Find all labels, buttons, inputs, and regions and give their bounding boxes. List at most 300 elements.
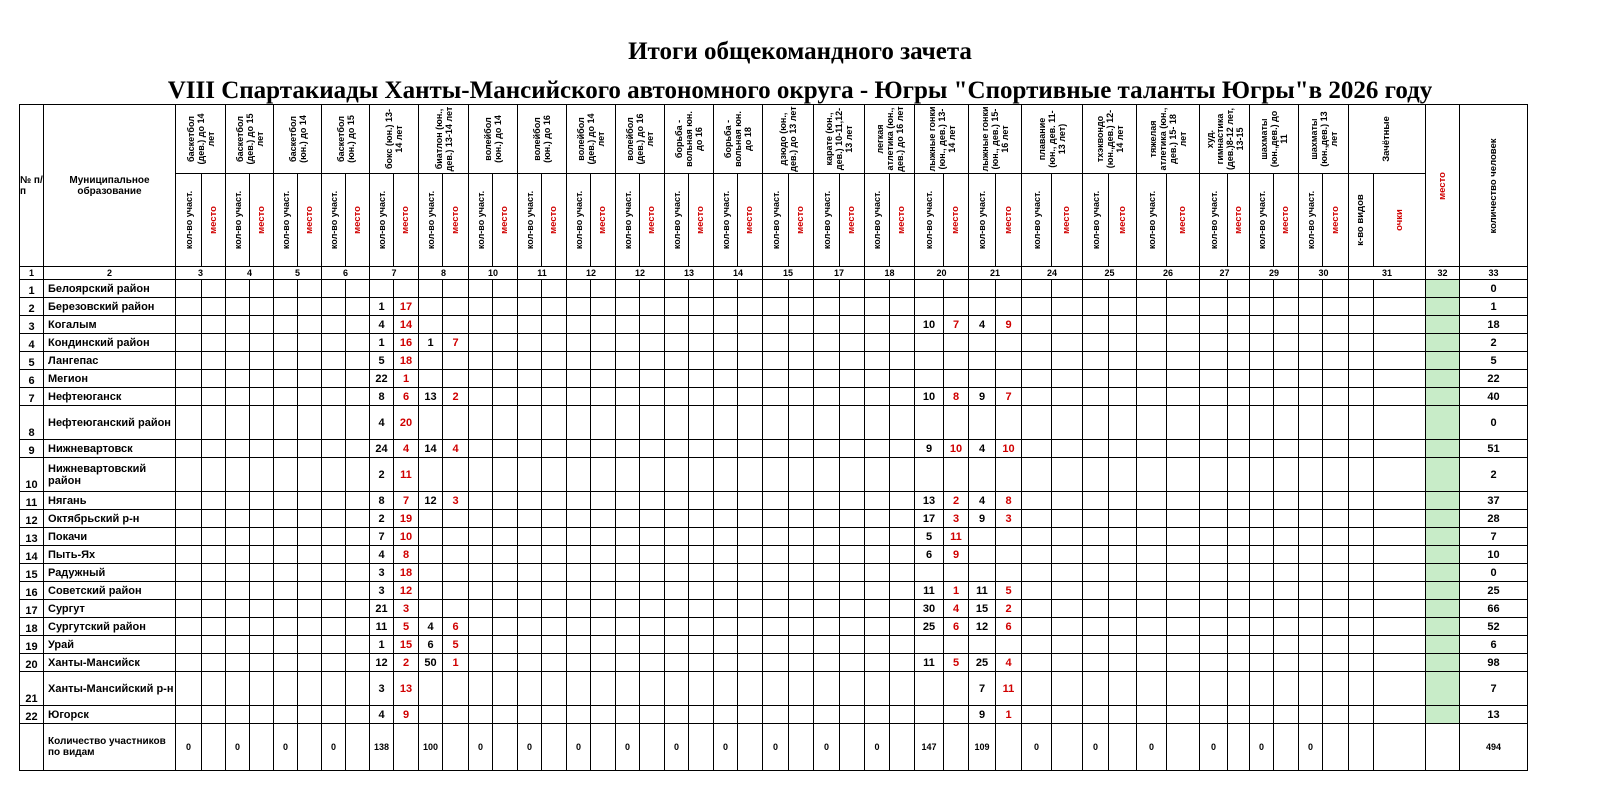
place-cell: 11 <box>996 672 1022 706</box>
place-cell <box>1052 528 1083 546</box>
participants-cell <box>1299 546 1323 564</box>
place-cell <box>944 352 969 370</box>
column-number: 24 <box>1022 267 1083 280</box>
participants-cell: 14 <box>419 440 443 458</box>
participants-cell <box>469 636 493 654</box>
place-cell <box>1228 492 1250 510</box>
place-cell <box>1323 582 1349 600</box>
zachet-points-cell <box>1374 618 1426 636</box>
place-cell <box>1052 352 1083 370</box>
participants-cell <box>1137 370 1167 388</box>
place-cell: 16 <box>394 334 419 352</box>
participants-cell <box>567 458 591 492</box>
sub-count-header <box>915 174 944 267</box>
column-number: 21 <box>969 267 1022 280</box>
table-row <box>20 316 1528 334</box>
participants-cell <box>1083 352 1109 370</box>
place-cell <box>1228 636 1250 654</box>
participants-cell <box>419 458 443 492</box>
place-cell <box>1323 492 1349 510</box>
participants-cell: 1 <box>370 298 394 316</box>
participants-cell <box>616 510 640 528</box>
totals-place <box>1426 724 1460 771</box>
participants-cell <box>714 298 738 316</box>
participants-cell <box>763 636 789 654</box>
column-number: 8 <box>419 267 469 280</box>
people-count-cell: 2 <box>1460 334 1528 352</box>
totals-empty-cell <box>640 724 665 771</box>
place-cell <box>944 334 969 352</box>
place-cell <box>1323 316 1349 334</box>
participants-cell <box>274 370 298 388</box>
participants-cell <box>1299 406 1323 440</box>
participants-cell <box>1299 510 1323 528</box>
totals-empty-cell <box>346 724 370 771</box>
participants-cell <box>370 280 394 298</box>
participants-cell <box>1083 672 1109 706</box>
place-cell <box>689 370 714 388</box>
place-cell <box>542 618 567 636</box>
sub-count-header <box>419 174 443 267</box>
place-cell <box>1228 440 1250 458</box>
totals-zachet-kinds <box>1349 724 1374 771</box>
num-header: № п/п <box>20 105 44 267</box>
place-cell <box>542 706 567 724</box>
place-cell <box>789 370 814 388</box>
place-cell <box>738 280 763 298</box>
participants-cell <box>915 334 944 352</box>
place-cell <box>1109 334 1137 352</box>
place-cell <box>1274 706 1299 724</box>
row-index: 1 <box>20 280 44 298</box>
place-cell <box>840 510 865 528</box>
place-cell <box>1228 334 1250 352</box>
participants-cell <box>1083 636 1109 654</box>
participants-cell <box>763 510 789 528</box>
participants-cell <box>865 510 890 528</box>
participants-cell <box>714 582 738 600</box>
participants-cell: 50 <box>419 654 443 672</box>
participants-cell <box>714 672 738 706</box>
sub-place-header <box>591 174 616 267</box>
municipality-name: Октябрьский р-н <box>44 510 176 528</box>
place-cell <box>1052 600 1083 618</box>
place-cell <box>591 510 616 528</box>
overall-place-cell <box>1426 528 1460 546</box>
participants-cell <box>616 492 640 510</box>
participants-cell <box>274 298 298 316</box>
participants-cell <box>226 582 250 600</box>
participants-cell <box>518 582 542 600</box>
place-cell <box>1228 582 1250 600</box>
participants-cell <box>226 298 250 316</box>
place-cell <box>1109 600 1137 618</box>
participants-cell <box>1200 654 1228 672</box>
place-cell <box>542 582 567 600</box>
participants-cell <box>518 388 542 406</box>
participants-cell <box>1250 458 1274 492</box>
participants-cell <box>814 440 840 458</box>
place-cell <box>202 654 226 672</box>
sub-count-label: кол-во участ. <box>1031 190 1042 250</box>
table-row <box>20 618 1528 636</box>
zachet-points-cell <box>1374 654 1426 672</box>
participants-cell <box>616 458 640 492</box>
place-cell <box>640 388 665 406</box>
participants-cell <box>567 672 591 706</box>
zachet-points-label: очки <box>1393 209 1405 231</box>
place-cell <box>202 370 226 388</box>
participants-cell <box>518 654 542 672</box>
sub-count-label: кол-во участ. <box>524 190 535 250</box>
participants-cell <box>274 600 298 618</box>
zachet-kinds-cell <box>1349 654 1374 672</box>
zachet-points-cell <box>1374 510 1426 528</box>
participants-cell <box>763 582 789 600</box>
participants-cell <box>1250 334 1274 352</box>
participants-cell <box>969 280 996 298</box>
page-subtitle: VIII Спартакиады Ханты-Мансийского автономного округа - Югры "Спортивные таланты Югры"в 2026 году <box>167 77 1433 104</box>
participants-cell <box>469 298 493 316</box>
participants-cell <box>763 600 789 618</box>
place-cell <box>1323 618 1349 636</box>
participants-cell <box>1022 528 1052 546</box>
place-cell: 8 <box>996 492 1022 510</box>
participants-cell <box>763 458 789 492</box>
place-cell <box>738 352 763 370</box>
participants-cell <box>763 406 789 440</box>
municipality-name: Белоярский район <box>44 280 176 298</box>
place-cell <box>890 298 915 316</box>
participants-cell <box>518 546 542 564</box>
participants-cell <box>665 582 689 600</box>
place-cell <box>1274 458 1299 492</box>
participants-cell <box>1083 654 1109 672</box>
place-cell <box>738 316 763 334</box>
place-cell <box>250 582 274 600</box>
sub-place-header <box>944 174 969 267</box>
place-cell <box>689 600 714 618</box>
participants-cell <box>1250 636 1274 654</box>
place-cell <box>1167 528 1200 546</box>
place-cell <box>640 334 665 352</box>
participants-cell <box>1200 546 1228 564</box>
place-cell <box>789 316 814 334</box>
totals-empty-cell <box>944 724 969 771</box>
people-count-cell: 6 <box>1460 636 1528 654</box>
totals-participants-cell: 0 <box>322 724 346 771</box>
place-cell <box>1228 600 1250 618</box>
place-cell <box>493 600 518 618</box>
participants-cell <box>814 564 840 582</box>
place-cell <box>738 618 763 636</box>
place-cell <box>840 458 865 492</box>
row-index: 20 <box>20 654 44 672</box>
place-cell <box>840 440 865 458</box>
place-cell <box>689 618 714 636</box>
place-cell <box>640 492 665 510</box>
sport-label: биатлон (юн., дев.) 13-14 лет <box>433 106 454 172</box>
municipality-name: Советский район <box>44 582 176 600</box>
participants-cell <box>226 388 250 406</box>
participants-cell <box>226 564 250 582</box>
place-cell <box>840 280 865 298</box>
participants-cell <box>518 316 542 334</box>
participants-cell <box>1137 280 1167 298</box>
sport-header-1 <box>176 105 226 174</box>
place-cell <box>493 492 518 510</box>
participants-cell <box>518 352 542 370</box>
sport-label: лыжные гонки (юн., дев.) 15-16 лет <box>980 106 1010 172</box>
place-cell <box>542 600 567 618</box>
participants-cell <box>176 334 202 352</box>
place-cell <box>298 492 322 510</box>
place-cell <box>996 636 1022 654</box>
participants-cell <box>567 582 591 600</box>
sub-count-header <box>616 174 640 267</box>
municipality-name: Сургутский район <box>44 618 176 636</box>
participants-cell <box>616 636 640 654</box>
participants-cell <box>665 458 689 492</box>
overall-place-cell <box>1426 510 1460 528</box>
participants-cell <box>1083 316 1109 334</box>
place-cell <box>542 528 567 546</box>
people-count-cell: 28 <box>1460 510 1528 528</box>
participants-cell <box>1083 388 1109 406</box>
place-cell <box>738 706 763 724</box>
place-cell <box>443 406 469 440</box>
place-cell <box>298 298 322 316</box>
place-cell <box>944 706 969 724</box>
overall-place-cell <box>1426 298 1460 316</box>
participants-cell <box>865 316 890 334</box>
zachet-kinds-cell <box>1349 406 1374 440</box>
participants-cell <box>763 370 789 388</box>
participants-cell <box>176 600 202 618</box>
row-index: 6 <box>20 370 44 388</box>
place-cell <box>689 654 714 672</box>
place-cell <box>591 636 616 654</box>
participants-cell <box>1083 528 1109 546</box>
place-cell <box>1052 546 1083 564</box>
participants-cell <box>322 618 346 636</box>
place-cell <box>542 654 567 672</box>
page-title: Итоги общекомандного зачета <box>628 38 972 65</box>
place-cell: 6 <box>996 618 1022 636</box>
place-cell <box>738 600 763 618</box>
participants-cell <box>322 546 346 564</box>
participants-cell <box>1022 458 1052 492</box>
place-cell <box>542 458 567 492</box>
participants-cell <box>1299 636 1323 654</box>
place-cell <box>493 546 518 564</box>
participants-cell <box>814 546 840 564</box>
participants-cell <box>1200 440 1228 458</box>
place-cell <box>1052 654 1083 672</box>
totals-empty-cell <box>542 724 567 771</box>
place-cell <box>250 280 274 298</box>
place-cell <box>1228 510 1250 528</box>
table-row <box>20 600 1528 618</box>
sub-place-header <box>738 174 763 267</box>
place-cell <box>1167 280 1200 298</box>
participants-cell <box>274 618 298 636</box>
overall-place-cell <box>1426 546 1460 564</box>
participants-cell <box>567 298 591 316</box>
participants-cell <box>1022 406 1052 440</box>
place-cell <box>493 672 518 706</box>
place-cell <box>1109 388 1137 406</box>
place-cell <box>1052 618 1083 636</box>
place-cell <box>1274 388 1299 406</box>
place-cell <box>738 388 763 406</box>
overall-place-cell <box>1426 600 1460 618</box>
participants-cell <box>1137 546 1167 564</box>
place-cell: 19 <box>394 510 419 528</box>
participants-cell <box>865 654 890 672</box>
column-number: 3 <box>176 267 226 280</box>
participants-cell: 2 <box>370 510 394 528</box>
participants-cell: 10 <box>915 316 944 334</box>
participants-cell <box>714 600 738 618</box>
zachet-points-cell <box>1374 564 1426 582</box>
table-row <box>20 564 1528 582</box>
place-cell <box>542 334 567 352</box>
place-cell <box>640 458 665 492</box>
place-cell <box>591 298 616 316</box>
sport-header-7 <box>469 105 518 174</box>
row-index: 17 <box>20 600 44 618</box>
municipality-name: Нефтеюганск <box>44 388 176 406</box>
table-row <box>20 406 1528 440</box>
overall-place-cell <box>1426 388 1460 406</box>
place-cell <box>789 672 814 706</box>
sport-label: волейбол (дев.) до 14 лет <box>576 113 606 165</box>
place-cell <box>789 440 814 458</box>
zachet-points-cell <box>1374 352 1426 370</box>
participants-cell <box>665 440 689 458</box>
place-cell <box>202 352 226 370</box>
sport-header-14 <box>814 105 865 174</box>
sport-label: плавание (юн., дев. 11-13 лет) <box>1037 110 1067 168</box>
place-cell <box>1274 618 1299 636</box>
row-index: 13 <box>20 528 44 546</box>
column-number: 33 <box>1460 267 1528 280</box>
place-cell: 9 <box>996 316 1022 334</box>
overall-place-cell <box>1426 654 1460 672</box>
participants-cell <box>469 546 493 564</box>
sub-count-label: кол-во участ. <box>622 190 633 250</box>
participants-cell: 30 <box>915 600 944 618</box>
place-cell <box>738 334 763 352</box>
place-cell <box>840 388 865 406</box>
participants-cell <box>714 564 738 582</box>
participants-cell <box>1200 280 1228 298</box>
totals-participants-cell: 0 <box>274 724 298 771</box>
participants-cell <box>1299 316 1323 334</box>
zachet-points-cell <box>1374 582 1426 600</box>
participants-cell <box>1022 280 1052 298</box>
participants-cell <box>865 636 890 654</box>
participants-cell <box>469 440 493 458</box>
column-number-row <box>20 267 1528 280</box>
people-count-cell: 7 <box>1460 672 1528 706</box>
place-cell <box>996 298 1022 316</box>
participants-cell <box>969 458 996 492</box>
sub-place-header <box>840 174 865 267</box>
participants-cell <box>1299 458 1323 492</box>
participants-cell <box>322 316 346 334</box>
place-cell <box>1052 636 1083 654</box>
place-cell <box>1323 280 1349 298</box>
sport-label: бокс (юн.) 13-14 лет <box>384 108 404 170</box>
sub-place-label: место <box>400 206 411 234</box>
sport-header-22 <box>1250 105 1299 174</box>
participants-cell <box>616 600 640 618</box>
sub-count-label: кол-во участ. <box>821 190 832 250</box>
participants-cell <box>1022 352 1052 370</box>
participants-cell <box>665 298 689 316</box>
participants-cell <box>1137 492 1167 510</box>
place-cell <box>493 298 518 316</box>
place-cell <box>202 706 226 724</box>
zachet-points-cell <box>1374 546 1426 564</box>
place-cell <box>591 654 616 672</box>
participants-cell <box>665 370 689 388</box>
participants-cell <box>1299 600 1323 618</box>
sport-header-10 <box>616 105 665 174</box>
participants-cell <box>616 706 640 724</box>
participants-cell <box>865 298 890 316</box>
participants-cell <box>274 388 298 406</box>
place-cell <box>202 298 226 316</box>
table-row <box>20 458 1528 492</box>
zachet-points-cell <box>1374 370 1426 388</box>
place-cell <box>789 546 814 564</box>
place-cell <box>250 440 274 458</box>
overall-place-cell <box>1426 316 1460 334</box>
participants-cell <box>814 672 840 706</box>
participants-cell <box>1083 492 1109 510</box>
participants-cell <box>714 546 738 564</box>
participants-cell <box>714 510 738 528</box>
place-cell <box>591 316 616 334</box>
participants-cell <box>226 654 250 672</box>
participants-cell <box>1250 388 1274 406</box>
place-cell <box>738 546 763 564</box>
place-cell <box>250 528 274 546</box>
row-index: 18 <box>20 618 44 636</box>
place-cell <box>840 564 865 582</box>
participants-cell <box>274 492 298 510</box>
subheader-row <box>20 174 1528 267</box>
place-cell <box>202 672 226 706</box>
participants-cell <box>1022 600 1052 618</box>
place-cell <box>1109 280 1137 298</box>
count-label: количество человек <box>1487 137 1499 234</box>
place-cell <box>689 298 714 316</box>
participants-cell <box>518 636 542 654</box>
participants-cell <box>1083 706 1109 724</box>
place-cell <box>1052 298 1083 316</box>
participants-cell <box>969 370 996 388</box>
place-cell <box>1052 564 1083 582</box>
zachet-points-cell <box>1374 458 1426 492</box>
participants-cell <box>714 440 738 458</box>
participants-cell <box>226 458 250 492</box>
municipality-header: Муниципальное образование <box>44 105 176 267</box>
place-cell <box>493 510 518 528</box>
